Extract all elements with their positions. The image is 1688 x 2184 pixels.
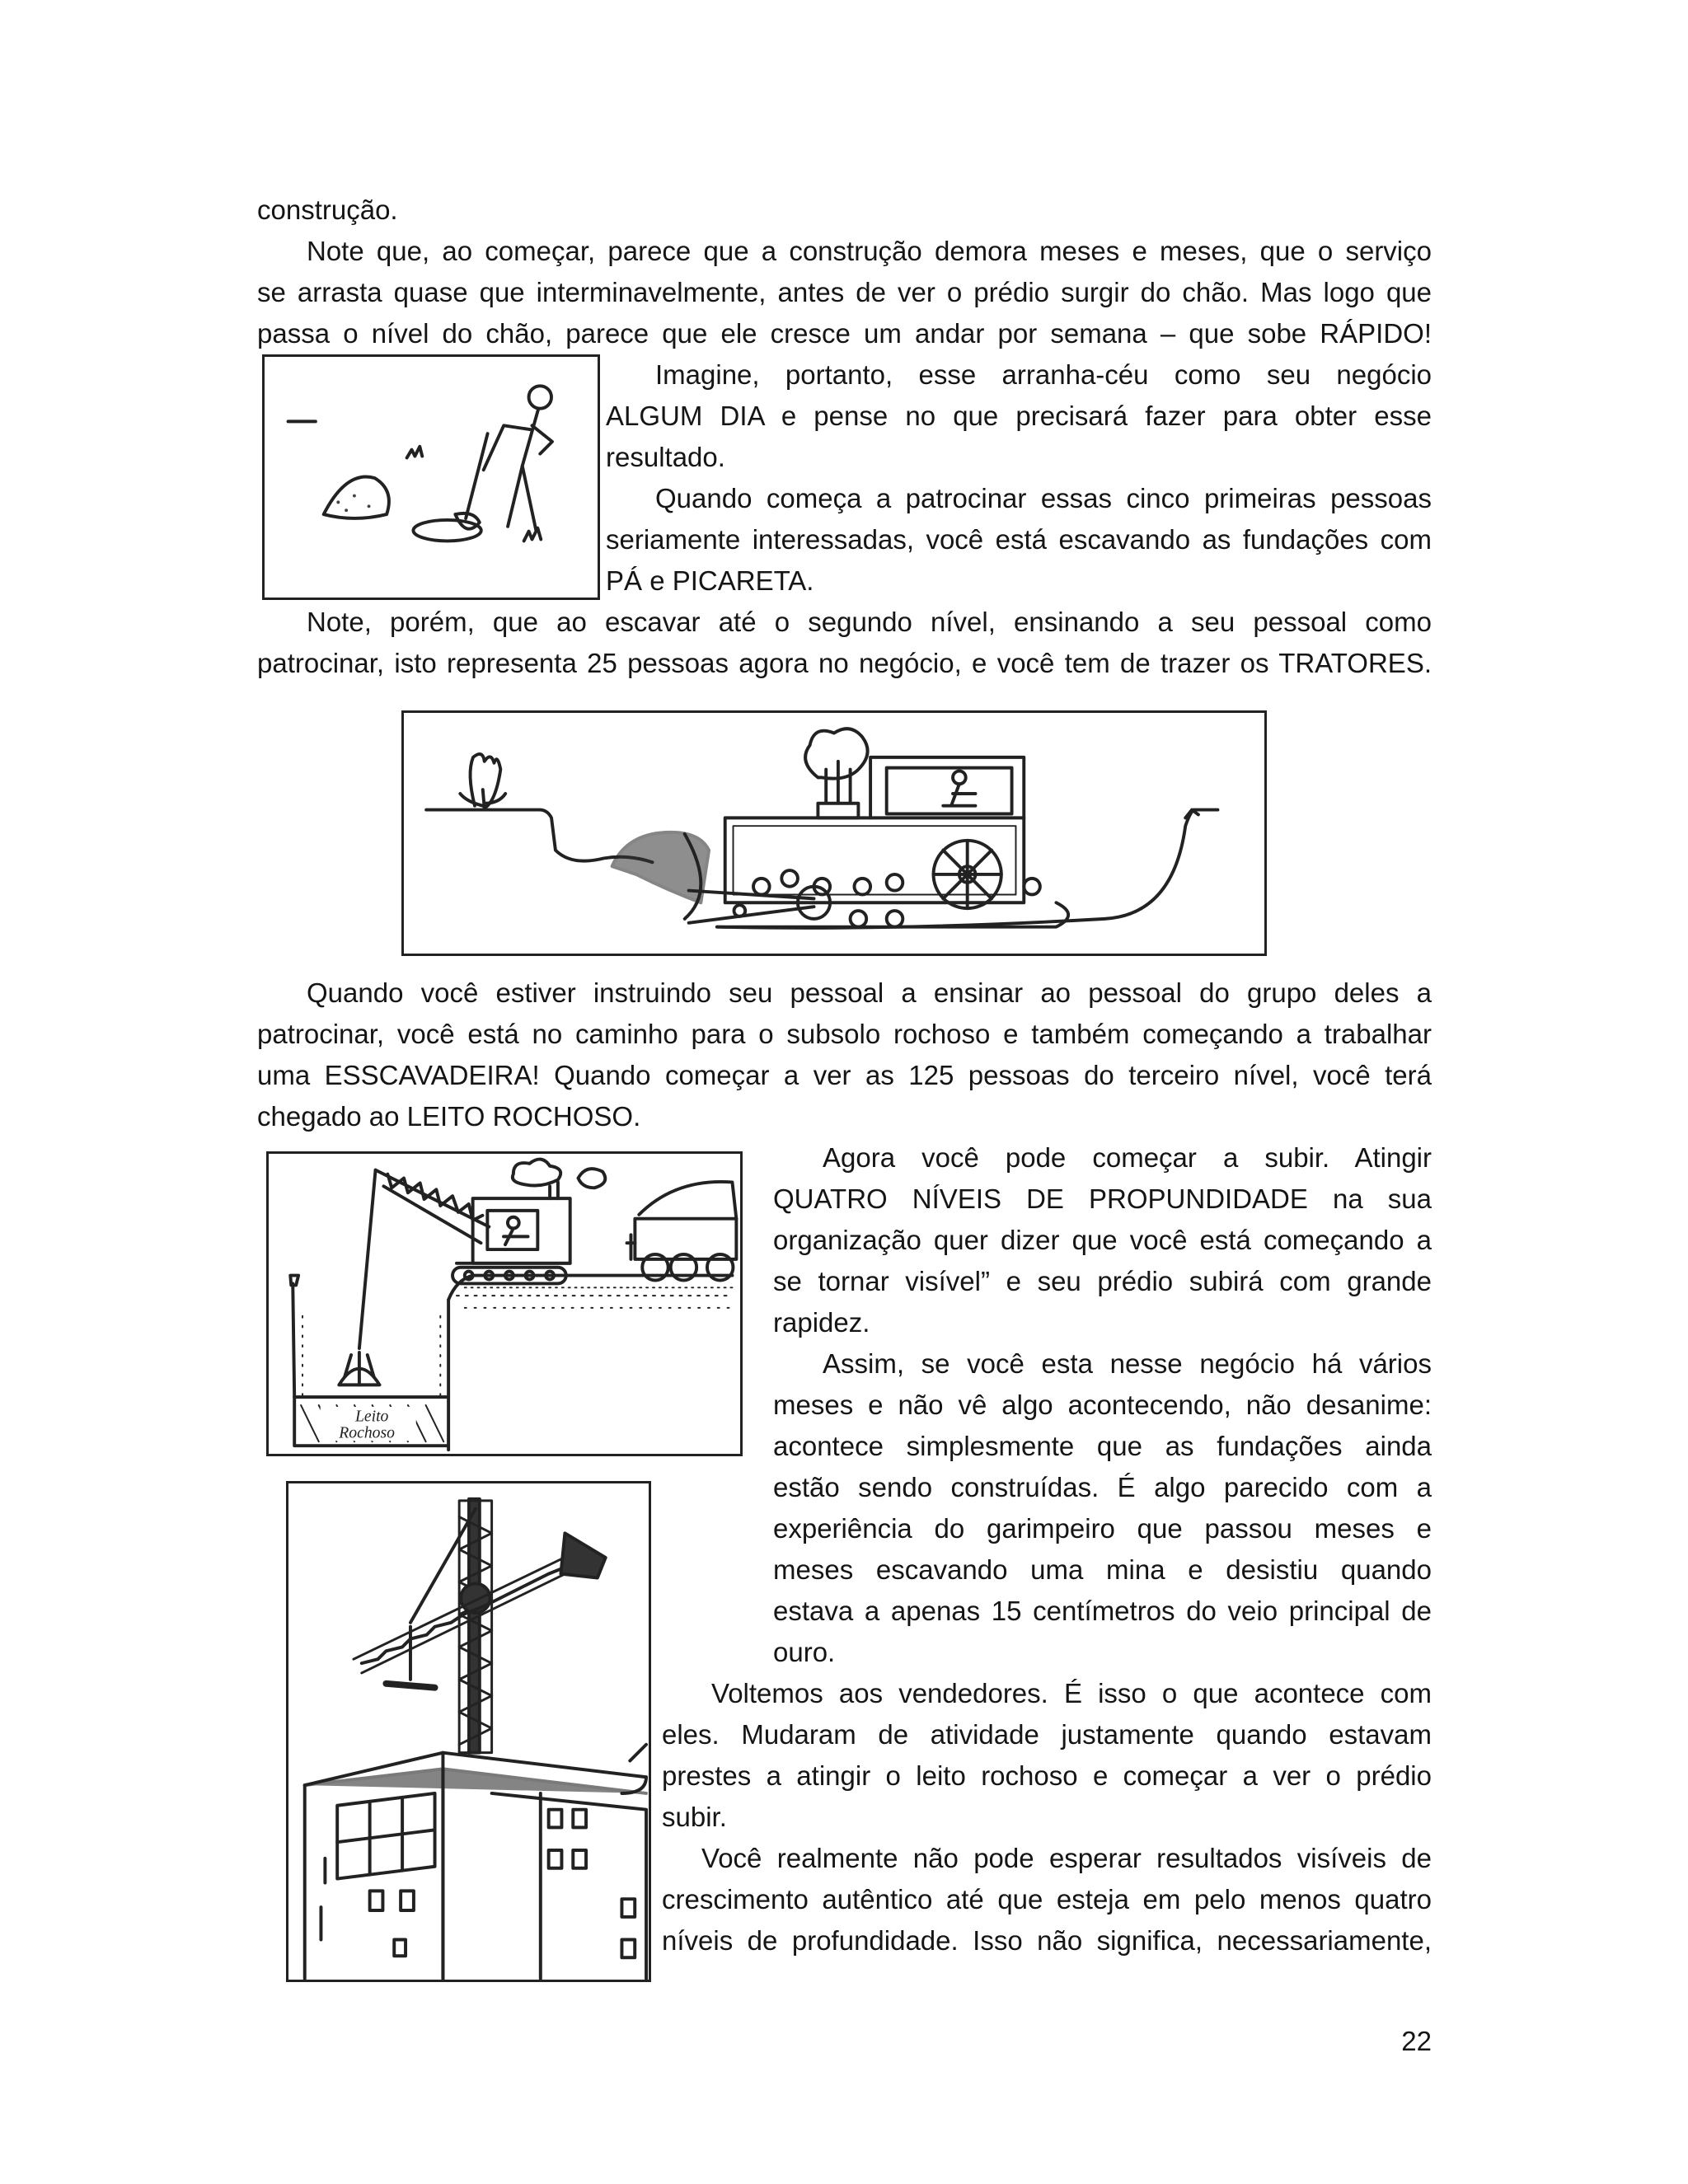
text-line: prestes a atingir o leito rochoso e começar a ver o prédio (662, 1760, 1432, 1791)
text-line: Você realmente não pode esperar resultados visíveis de (701, 1843, 1432, 1873)
bedrock-label-line1: Leito (354, 1407, 389, 1426)
text-line: subir. (662, 1802, 727, 1832)
text-line: Assim, se você esta nesse negócio há vários (823, 1348, 1432, 1379)
text-line: Voltemos aos vendedores. É isso o que acontece com (711, 1678, 1432, 1708)
text-line: resultado. (606, 442, 725, 472)
text-line: ouro. (773, 1637, 836, 1667)
text-line: estão sendo construídas. É algo parecido com a (773, 1472, 1432, 1502)
text-line: meses e não vê algo acontecendo, não desanime: (773, 1390, 1432, 1420)
text-line: crescimento autêntico até que esteja em pelo menos quatro (662, 1884, 1432, 1915)
text-line: patrocinar, isto representa 25 pessoas agora no negócio, e você tem de trazer os TRATORES. (257, 648, 1432, 678)
text-line: Note, porém, que ao escavar até o segundo nível, ensinando a seu pessoal como (307, 607, 1432, 637)
text-line: Agora você pode começar a subir. Atingir (823, 1142, 1432, 1173)
text-line: se arrasta quase que interminavelmente, antes de ver o prédio surgir do chão. Mas logo que (257, 277, 1432, 307)
tower-crane-drawing (288, 1483, 649, 1980)
text-line: estava a apenas 15 centímetros do veio principal de (773, 1596, 1432, 1626)
text-line: uma ESSCAVADEIRA! Quando começar a ver as 125 pessoas do terceiro nível, você terá (257, 1060, 1432, 1090)
bedrock-label-line2: Rochoso (339, 1423, 396, 1442)
text-line: construção. (257, 194, 398, 225)
excavator-illustration (266, 1151, 743, 1456)
page-number: 22 (1401, 2026, 1432, 2056)
text-line: acontece simplesmente que as fundações ainda (773, 1431, 1432, 1461)
text-line: chegado ao LEITO ROCHOSO. (257, 1101, 641, 1132)
text-line: PÁ e PICARETA. (606, 565, 814, 596)
text-line: organização quer dizer que você está começando a (773, 1225, 1432, 1255)
text-line: seriamente interessadas, você está escavando as fundações com (606, 524, 1432, 555)
text-line: QUATRO NÍVEIS DE PROPUNDIDADE na sua (773, 1183, 1432, 1214)
text-line: ALGUM DIA e pense no que precisará fazer para obter esse (606, 401, 1432, 431)
text-line: se tornar visível” e seu prédio subirá com grande (773, 1266, 1432, 1296)
excavator-drawing (269, 1154, 740, 1454)
text-line: Note que, ao começar, parece que a construção demora meses e meses, que o serviço (307, 236, 1432, 266)
tower-crane-illustration (286, 1481, 651, 1982)
text-line: meses escavando uma mina e desistiu quando (773, 1554, 1432, 1585)
text-line: patrocinar, você está no caminho para o subsolo rochoso e também começando a trabalhar (257, 1019, 1432, 1049)
text-line: eles. Mudaram de atividade justamente quando estavam (662, 1719, 1432, 1750)
text-line: níveis de profundidade. Isso não significa, necessariamente, (662, 1925, 1432, 1956)
bulldozer-drawing (404, 713, 1264, 954)
shovel-digging-illustration (262, 354, 600, 600)
bulldozer-illustration (401, 710, 1267, 956)
text-line: Quando você estiver instruindo seu pessoal a ensinar ao pessoal do grupo deles a (307, 977, 1432, 1008)
text-line: passa o nível do chão, parece que ele cresce um andar por semana – que sobe RÁPIDO! (257, 318, 1432, 349)
text-line: rapidez. (773, 1307, 870, 1338)
text-line: experiência do garimpeiro que passou meses e (773, 1513, 1432, 1544)
shovel-digging-drawing (265, 357, 598, 598)
text-line: Imagine, portanto, esse arranha-céu como seu negócio (655, 359, 1432, 390)
text-line: Quando começa a patrocinar essas cinco primeiras pessoas (655, 483, 1432, 513)
